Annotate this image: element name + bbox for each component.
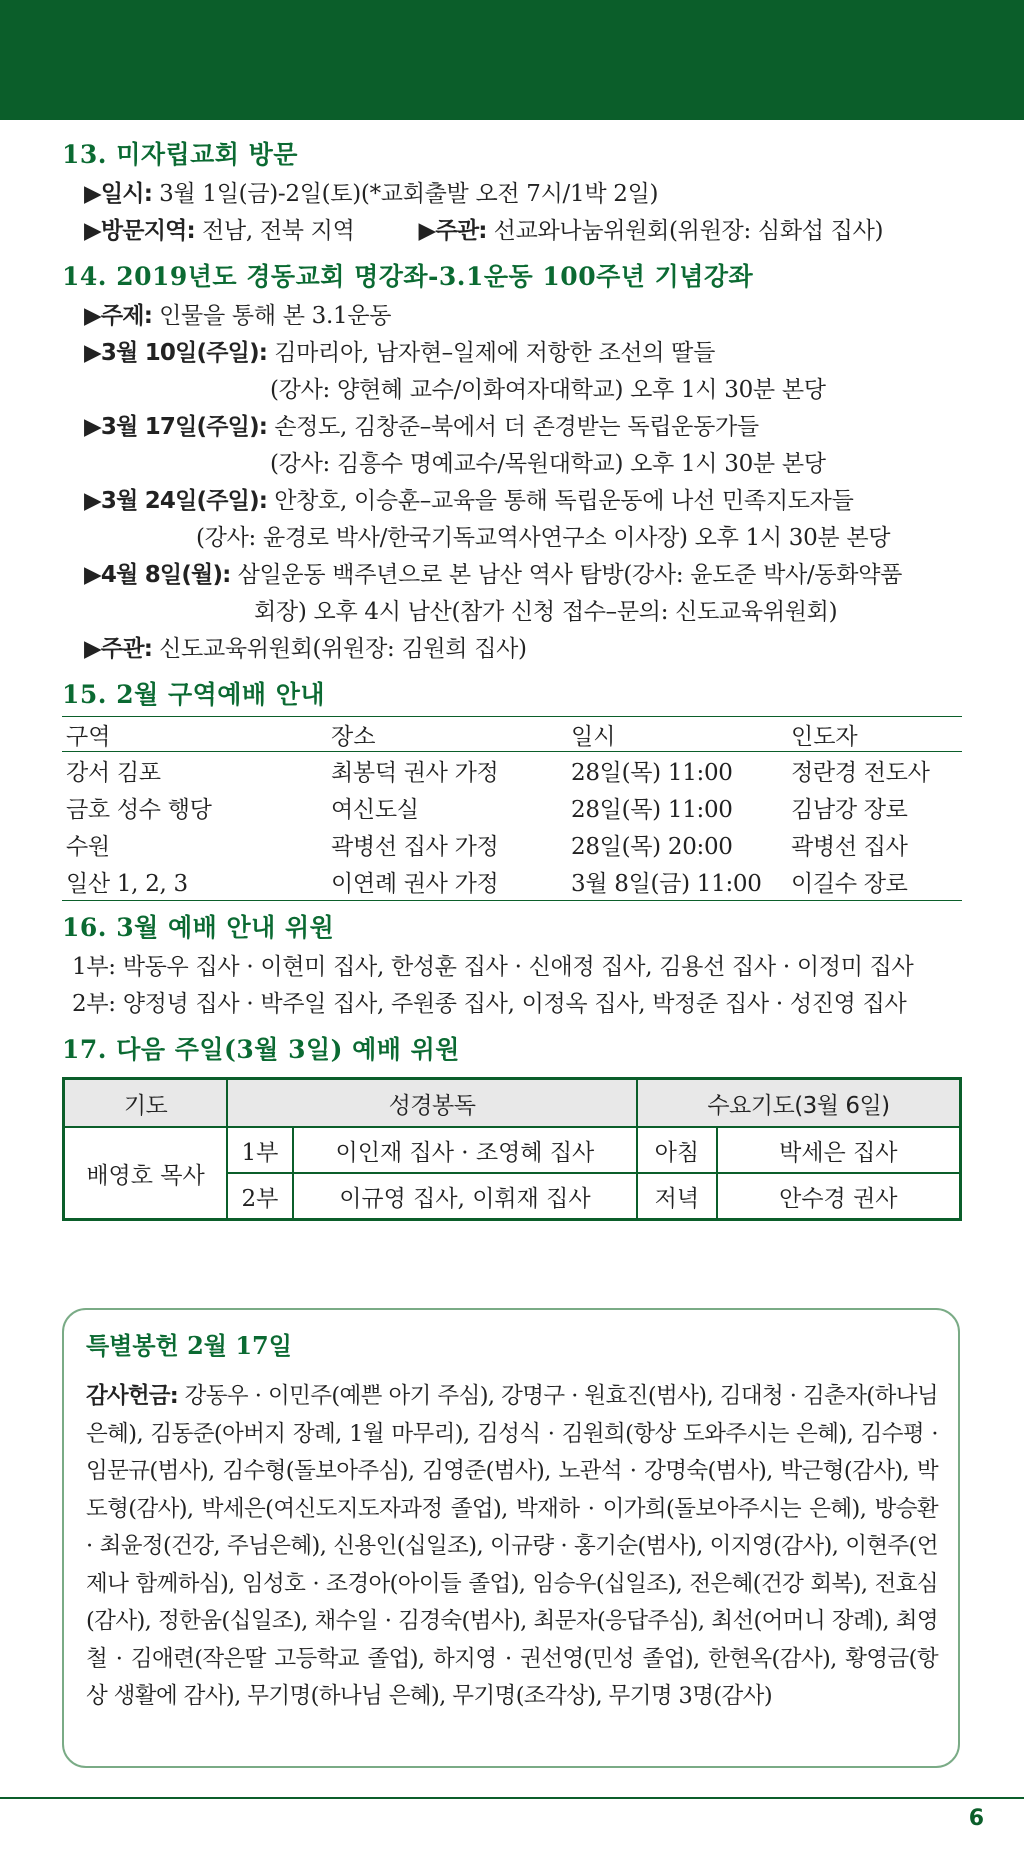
s14-lecture-2-detail: (강사: 김흥수 명예교수/목원대학교) 오후 1시 30분 본당 xyxy=(270,451,826,477)
col-header-prayer: 기도 xyxy=(64,1079,228,1128)
table-cell: 일산 1, 2, 3 xyxy=(62,863,327,901)
col-header-wednesday: 수요기도(3월 6일) xyxy=(637,1079,961,1128)
table-header-row xyxy=(64,1079,961,1128)
table-cell: 곽병선 집사 xyxy=(791,834,908,860)
s14-lecture-3 xyxy=(62,483,962,520)
table-row xyxy=(62,863,962,901)
s13-date-label: ▶일시: xyxy=(84,181,153,207)
reading-part: 1부 xyxy=(227,1127,293,1173)
district-worship-table xyxy=(62,716,962,901)
s14-lecture-2 xyxy=(62,409,962,446)
s14-host-label: ▶주관: xyxy=(84,636,153,662)
table-row xyxy=(62,826,962,863)
wed-time: 저녁 xyxy=(637,1173,717,1220)
s14-l1-label: ▶3월 10일(주일): xyxy=(84,340,268,366)
table-row xyxy=(62,789,962,826)
table-cell: 28일(목) 11:00 xyxy=(571,797,733,823)
section-15-title: 15. 2월 구역예배 안내 xyxy=(62,680,326,709)
table-cell: 이연례 권사 가정 xyxy=(327,863,567,901)
table-cell: 이길수 장로 xyxy=(787,863,962,901)
s13-region-line xyxy=(62,213,962,250)
col-header: 장소 xyxy=(327,717,567,752)
table-cell: 금호 성수 행당 xyxy=(66,797,212,823)
s16-line-2: 2부: 양정녕 집사 · 박주일 집사, 주원종 집사, 이정옥 집사, 박정준 집사 · 성진영 집사 xyxy=(72,991,907,1017)
table-cell: 김남강 장로 xyxy=(791,797,908,823)
footer-rule xyxy=(0,1797,1024,1799)
s13-host: 선교와나눔위원회(위원장: 심화섭 집사) xyxy=(486,218,884,244)
table-cell: 수원 xyxy=(66,834,110,860)
s14-l3-label: ▶3월 24일(주일): xyxy=(84,488,268,514)
wed-time: 아침 xyxy=(637,1127,717,1173)
s14-lecture-3-detail: (강사: 윤경로 박사/한국기독교역사연구소 이사장) 오후 1시 30분 본당 xyxy=(196,525,891,551)
table-cell: 28일(목) 20:00 xyxy=(571,834,733,860)
prayer-leader: 배영호 목사 xyxy=(64,1127,228,1220)
s13-date: 3월 1일(금)-2일(토)(*교회출발 오전 7시/1박 2일) xyxy=(152,181,659,207)
s14-l1: 김마리아, 남자현–일제에 저항한 조선의 딸들 xyxy=(267,340,715,366)
table-row xyxy=(64,1127,961,1173)
section-14-title: 14. 2019년도 경동교회 명강좌-3.1운동 100주년 기념강좌 xyxy=(62,262,754,291)
reading-part: 2부 xyxy=(227,1173,293,1220)
col-header: 인도자 xyxy=(787,717,962,752)
s14-lecture-1 xyxy=(62,335,962,372)
worship-committee-table xyxy=(62,1077,962,1221)
table-cell: 3월 8일(금) 11:00 xyxy=(567,863,787,901)
reading-names: 이규영 집사, 이휘재 집사 xyxy=(293,1173,637,1220)
table-cell: 곽병선 집사 가정 xyxy=(331,834,499,860)
offering-title: 특별봉헌 2월 17일 xyxy=(86,1331,292,1360)
s13-host-label: ▶주관: xyxy=(418,218,487,244)
bulletin-content xyxy=(62,138,962,1221)
table-cell: 최봉덕 권사 가정 xyxy=(331,760,499,786)
s14-lecture-1-detail: (강사: 양현혜 교수/이화여자대학교) 오후 1시 30분 본당 xyxy=(270,377,826,403)
s14-lecture-4 xyxy=(62,557,962,594)
table-cell: 여신도실 xyxy=(331,797,419,823)
section-16-title: 16. 3월 예배 안내 위원 xyxy=(62,913,335,942)
wed-leader: 박세은 집사 xyxy=(717,1127,961,1173)
s13-region: 전남, 전북 지역 xyxy=(194,218,355,244)
section-17-title: 17. 다음 주일(3월 3일) 예배 위원 xyxy=(62,1035,460,1064)
s14-l3: 안창호, 이승훈–교육을 통해 독립운동에 나선 민족지도자들 xyxy=(267,488,854,514)
col-header: 구역 xyxy=(62,717,327,752)
s13-date-line xyxy=(62,176,962,213)
s14-l2-label: ▶3월 17일(주일): xyxy=(84,414,268,440)
s14-theme: 인물을 통해 본 3.1운동 xyxy=(152,303,392,329)
s14-host-line xyxy=(62,631,962,668)
table-cell: 정란경 전도사 xyxy=(791,760,930,786)
col-header: 일시 xyxy=(567,717,787,752)
reading-names: 이인재 집사 · 조영혜 집사 xyxy=(293,1127,637,1173)
s14-theme-label: ▶주제: xyxy=(84,303,153,329)
page-number: 6 xyxy=(968,1806,984,1831)
section-13-title: 13. 미자립교회 방문 xyxy=(62,140,298,169)
wed-leader: 안수경 권사 xyxy=(717,1173,961,1220)
offering-body xyxy=(86,1378,938,1716)
header-band xyxy=(0,0,1024,120)
s14-l2: 손정도, 김창준–북에서 더 존경받는 독립운동가들 xyxy=(267,414,759,440)
s14-theme-line xyxy=(62,298,962,335)
table-header-row xyxy=(62,717,962,752)
s13-region-label: ▶방문지역: xyxy=(84,218,195,244)
offering-label: 감사헌금: xyxy=(86,1383,178,1409)
s14-host: 신도교육위원회(위원장: 김원희 집사) xyxy=(152,636,527,662)
offering-text: 강동우 · 이민주(예쁜 아기 주심), 강명구 · 원효진(범사), 김대청 · 김춘자(하나님 은혜), 김동준(아버지 장례, 1월 마무리), 김성식 · 김원희(항상 도와주시는 은혜), 김수평 · 임문규(범사), 김수형(돌보아주심), 김영준(범사), 노관석 · 강명숙(범사), 박근형(감사), 박도형(감사), 박세은(여신도지도자과정 졸업), 박재하 · 이가희(돌보아주시는 은혜), 방승환 · 최윤정(건강, 주님은혜), 신용인(십일조), 이규량 · 홍기순(범사), 이지영(감사), 이현주(언제나 함께하심), 임성호 · 조경아(아이들 졸업), 임승우(십일조), 전은혜(건강 회복), 전효심(감사), 정한움(십일조), 채수일 · 김경숙(범사), 최문자(응답주심), 최선(어머니 장례), 최영철 · 김애련(작은딸 고등학교 졸업), 하지영 · 권선영(민성 졸업), 한현옥(감사), 황영금(항상 생활에 감사), 무기명(하나님 은혜), 무기명(조각상), 무기명 3명(감사) xyxy=(86,1383,938,1709)
s14-lecture-4-detail: 회장) 오후 4시 남산(참가 신청 접수–문의: 신도교육위원회) xyxy=(254,599,838,625)
col-header-reading: 성경봉독 xyxy=(227,1079,637,1128)
table-row xyxy=(62,752,962,790)
s16-line-1: 1부: 박동우 집사 · 이현미 집사, 한성훈 집사 · 신애정 집사, 김용선 집사 · 이정미 집사 xyxy=(72,954,914,980)
s14-l4: 삼일운동 백주년으로 본 남산 역사 탐방(강사: 윤도준 박사/동화약품 xyxy=(230,562,903,588)
s14-l4-label: ▶4월 8일(월): xyxy=(84,562,231,588)
table-cell: 28일(목) 11:00 xyxy=(571,760,733,786)
table-cell: 강서 김포 xyxy=(66,760,161,786)
special-offering-box xyxy=(62,1308,960,1768)
